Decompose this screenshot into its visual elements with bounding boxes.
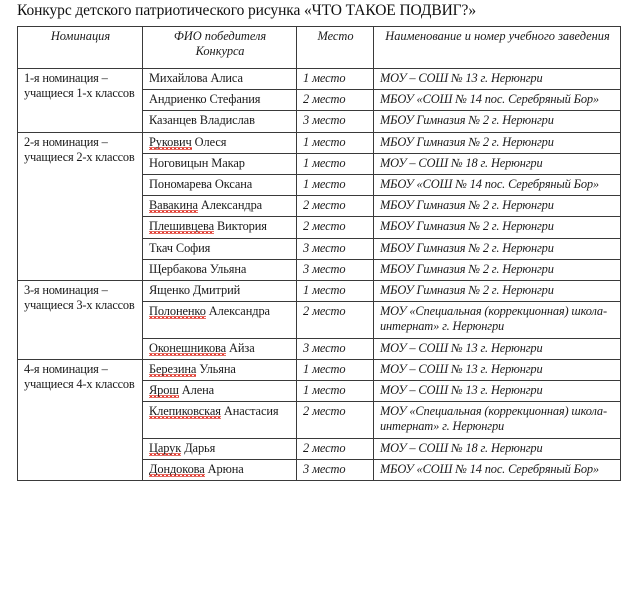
- place-cell: 1 место: [297, 381, 374, 402]
- winners-table: [17, 26, 621, 481]
- place-cell: 3 место: [297, 259, 374, 280]
- school-cell: МБОУ Гимназия № 2 г. Нерюнгри: [374, 281, 621, 302]
- winner-name-cell: Щербакова Ульяна: [143, 259, 297, 280]
- place-cell: 1 место: [297, 132, 374, 153]
- spellcheck-underline: Клепиковская: [149, 404, 221, 419]
- school-cell: МОУ – СОШ № 18 г. Нерюнгри: [374, 438, 621, 459]
- place-cell: 3 место: [297, 459, 374, 480]
- school-cell: МОУ – СОШ № 18 г. Нерюнгри: [374, 153, 621, 174]
- column-header-name: ФИО победителя Конкурса: [143, 27, 297, 69]
- school-cell: МБОУ Гимназия № 2 г. Нерюнгри: [374, 259, 621, 280]
- school-cell: МБОУ «СОШ № 14 пос. Серебряный Бор»: [374, 175, 621, 196]
- spellcheck-underline: Плешивцева: [149, 219, 214, 234]
- school-cell: МБОУ Гимназия № 2 г. Нерюнгри: [374, 238, 621, 259]
- winner-name-cell: Михайлова Алиса: [143, 69, 297, 90]
- winner-name-cell: Плешивцева Виктория: [143, 217, 297, 238]
- table-header: [18, 27, 621, 69]
- column-header-nomination: Номинация: [18, 27, 143, 69]
- place-cell: 2 место: [297, 217, 374, 238]
- place-cell: 1 место: [297, 153, 374, 174]
- school-cell: МБОУ Гимназия № 2 г. Нерюнгри: [374, 132, 621, 153]
- page-title: Конкурс детского патриотического рисунка «ЧТО ТАКОЕ ПОДВИГ?»: [17, 2, 476, 19]
- place-cell: 2 место: [297, 302, 374, 338]
- place-cell: 3 место: [297, 338, 374, 359]
- place-cell: 2 место: [297, 402, 374, 438]
- winner-name-cell: Дондокова Арюна: [143, 459, 297, 480]
- spellcheck-underline: Березина: [149, 361, 197, 376]
- spellcheck-underline: Оконешникова: [149, 340, 227, 355]
- spellcheck-underline: Дондокова: [149, 461, 205, 476]
- nomination-cell: 3-я номинация – учащиеся 3-х классов: [18, 281, 143, 360]
- place-cell: 2 место: [297, 90, 374, 111]
- winner-name-cell: Ноговицын Макар: [143, 153, 297, 174]
- school-cell: МОУ – СОШ № 13 г. Нерюнгри: [374, 69, 621, 90]
- school-cell: МОУ «Специальная (коррекционная) школа-интернат» г. Нерюнгри: [374, 402, 621, 438]
- winner-name-cell: Березина Ульяна: [143, 359, 297, 380]
- place-cell: 3 место: [297, 238, 374, 259]
- table-body: [18, 69, 621, 481]
- winner-name-cell: Клепиковская Анастасия: [143, 402, 297, 438]
- spellcheck-underline: Рукович: [149, 134, 192, 149]
- winner-name-cell: Казанцев Владислав: [143, 111, 297, 132]
- school-cell: МБОУ Гимназия № 2 г. Нерюнгри: [374, 196, 621, 217]
- column-header-place: Место: [297, 27, 374, 69]
- winner-name-cell: Рукович Олеся: [143, 132, 297, 153]
- spellcheck-underline: Вавакина: [149, 198, 198, 213]
- place-cell: 1 место: [297, 175, 374, 196]
- winner-name-cell: Пономарева Оксана: [143, 175, 297, 196]
- school-cell: МОУ – СОШ № 13 г. Нерюнгри: [374, 381, 621, 402]
- winner-name-cell: Вавакина Александра: [143, 196, 297, 217]
- place-cell: 1 место: [297, 359, 374, 380]
- winner-name-cell: Оконешникова Айза: [143, 338, 297, 359]
- place-cell: 2 место: [297, 438, 374, 459]
- nomination-cell: 2-я номинация – учащиеся 2-х классов: [18, 132, 143, 280]
- table-row: [18, 69, 621, 90]
- place-cell: 1 место: [297, 281, 374, 302]
- table-row: [18, 132, 621, 153]
- spellcheck-underline: Полоненко: [149, 304, 206, 319]
- winner-name-cell: Полоненко Александра: [143, 302, 297, 338]
- place-cell: 3 место: [297, 111, 374, 132]
- school-cell: МБОУ «СОШ № 14 пос. Серебряный Бор»: [374, 459, 621, 480]
- table-row: [18, 359, 621, 380]
- nomination-cell: 1-я номинация – учащиеся 1-х классов: [18, 69, 143, 133]
- place-cell: 1 место: [297, 69, 374, 90]
- school-cell: МБОУ Гимназия № 2 г. Нерюнгри: [374, 217, 621, 238]
- school-cell: МОУ – СОШ № 13 г. Нерюнгри: [374, 338, 621, 359]
- column-header-school: Наименование и номер учебного заведения: [374, 27, 621, 69]
- school-cell: МОУ – СОШ № 13 г. Нерюнгри: [374, 359, 621, 380]
- winner-name-cell: Ященко Дмитрий: [143, 281, 297, 302]
- spellcheck-underline: Царук: [149, 440, 182, 455]
- table-header-row: [18, 27, 621, 69]
- place-cell: 2 место: [297, 196, 374, 217]
- school-cell: МБОУ Гимназия № 2 г. Нерюнгри: [374, 111, 621, 132]
- spellcheck-underline: Ярош: [149, 383, 179, 398]
- winner-name-cell: Андриенко Стефания: [143, 90, 297, 111]
- table-row: [18, 281, 621, 302]
- school-cell: МБОУ «СОШ № 14 пос. Серебряный Бор»: [374, 90, 621, 111]
- winner-name-cell: Ярош Алена: [143, 381, 297, 402]
- winner-name-cell: Царук Дарья: [143, 438, 297, 459]
- nomination-cell: 4-я номинация – учащиеся 4-х классов: [18, 359, 143, 480]
- school-cell: МОУ «Специальная (коррекционная) школа-интернат» г. Нерюнгри: [374, 302, 621, 338]
- winner-name-cell: Ткач София: [143, 238, 297, 259]
